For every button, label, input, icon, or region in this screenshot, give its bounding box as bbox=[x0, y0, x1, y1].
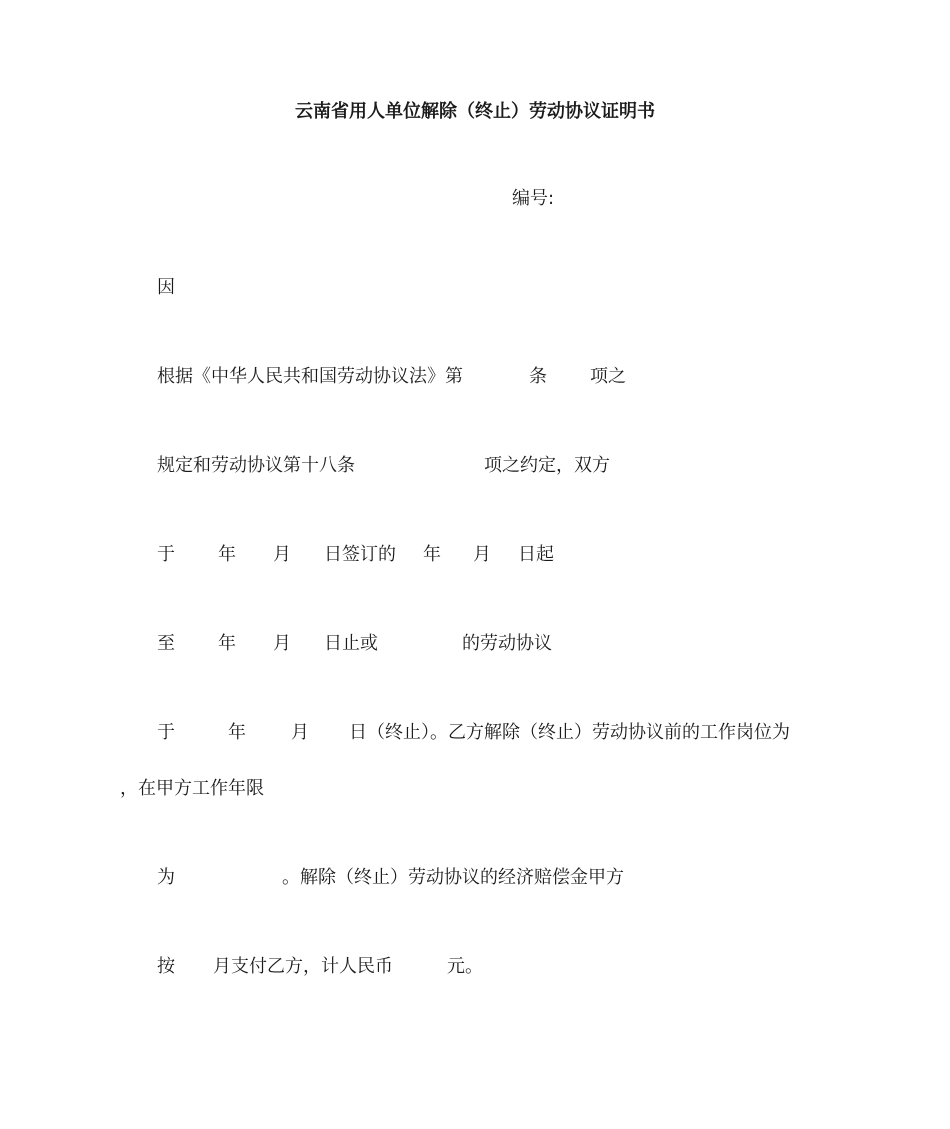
line-terminated-text-1: 于 bbox=[157, 722, 175, 743]
line-signed-text-1: 于 bbox=[157, 544, 175, 565]
line-terminated-text-4: 日（终止）。乙方解除（终止）劳动协议前的工作岗位为 bbox=[349, 722, 790, 743]
line-basis-text-3: 项之 bbox=[590, 366, 626, 387]
line-terminated-text-3: 月 bbox=[291, 722, 309, 743]
line-signed-text-5: 年 bbox=[423, 544, 441, 565]
number-label: 编号: bbox=[512, 188, 555, 209]
line-until-text-4: 日止或 bbox=[324, 633, 378, 654]
document-title: 云南省用人单位解除（终止）劳动协议证明书 bbox=[295, 101, 655, 122]
line-terminated-text-2: 年 bbox=[228, 722, 246, 743]
line-until-text-2: 年 bbox=[218, 633, 236, 654]
line-until-text-3: 月 bbox=[273, 633, 291, 654]
line-until-text-1: 至 bbox=[157, 633, 175, 654]
line-signed-text-4: 日签订的 bbox=[324, 544, 396, 565]
line-payment-text-1: 按 bbox=[157, 956, 175, 977]
line-tenure-value-text-2: 。解除（终止）劳动协议的经济赔偿金甲方 bbox=[282, 867, 624, 888]
line-cause-text: 因 bbox=[157, 277, 175, 298]
line-tenure-text: ，在甲方工作年限 bbox=[120, 778, 264, 799]
line-provision-text-2: 项之约定，双方 bbox=[484, 455, 610, 476]
line-signed-text-6: 月 bbox=[473, 544, 491, 565]
line-payment-text-2: 月支付乙方，计人民币 bbox=[213, 956, 393, 977]
line-payment-text-3: 元。 bbox=[447, 956, 483, 977]
line-tenure-value-text-1: 为 bbox=[157, 867, 175, 888]
line-provision-text-1: 规定和劳动协议第十八条 bbox=[157, 455, 355, 476]
line-signed-text-3: 月 bbox=[273, 544, 291, 565]
line-signed-text-2: 年 bbox=[218, 544, 236, 565]
line-basis-text-2: 条 bbox=[529, 366, 547, 387]
line-until-text-5: 的劳动协议 bbox=[462, 633, 552, 654]
line-signed-text-7: 日起 bbox=[518, 544, 554, 565]
line-basis-text-1: 根据《中华人民共和国劳动协议法》第 bbox=[157, 366, 463, 387]
